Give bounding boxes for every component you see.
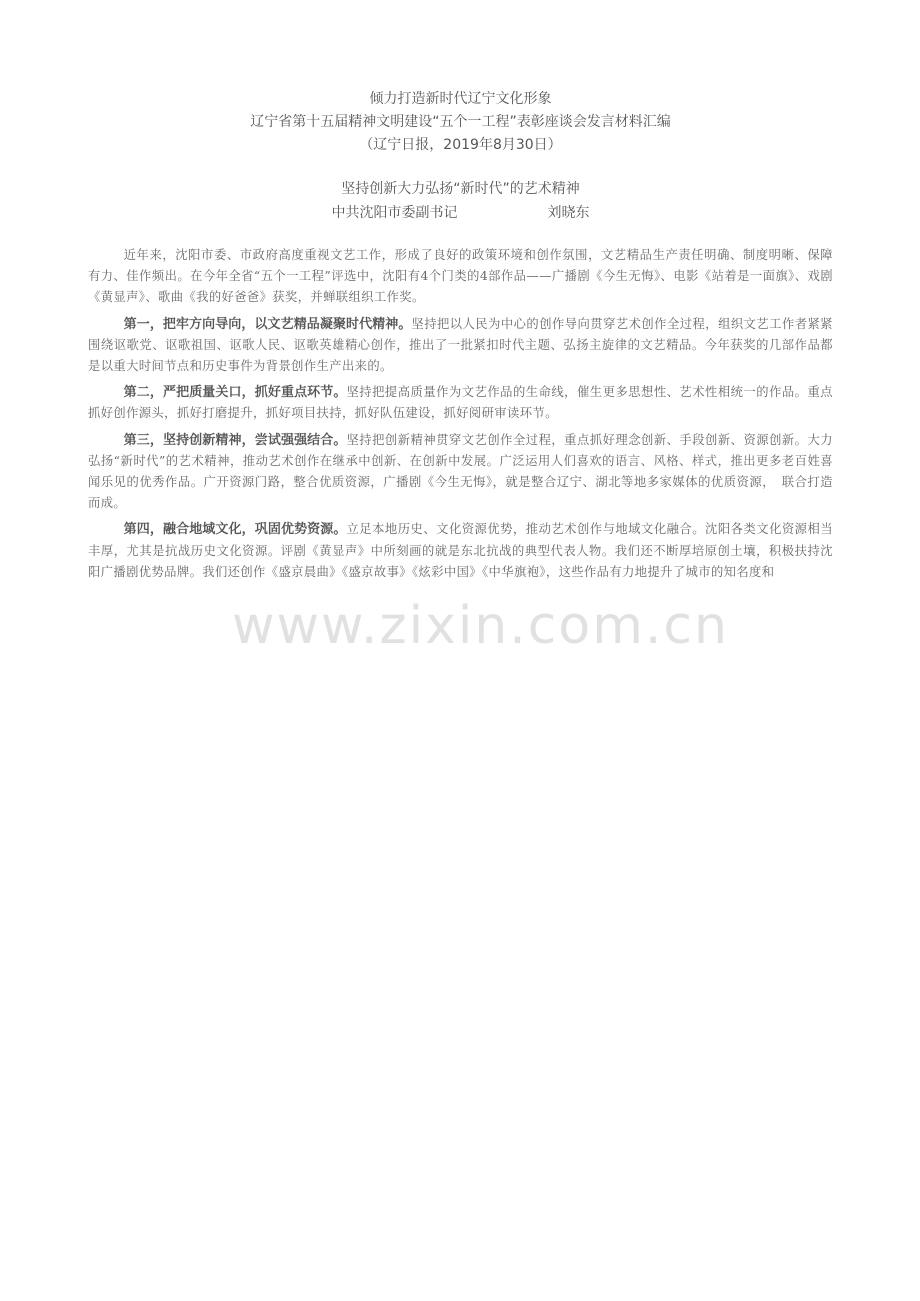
- paragraph-text: 近年来，沈阳市委、市政府高度重视文艺工作，形成了良好的政策环境和创作氛围，文艺精品生产责任明确、制度明晰、保障有力、佳作频出。在今年全省“五个一工程”评选中，沈阳有4个门类的4部作品——广播剧《今生无悔》、电影《站着是一面旗》、戏剧《黄显声》、歌曲《我的好爸爸》获奖，并蝉联组织工作奖。: [88, 248, 833, 305]
- article-body: [88, 245, 833, 583]
- paragraph-text: 坚持把创新精神贯穿文艺创作全过程，重点抓好理念创新、手段创新、资源创新。大力弘扬“新时代”的艺术精神，推动艺术创作在继承中创新、在创新中发展。广泛运用人们喜欢的语言、风格、样式，推出更多老百姓喜闻乐见的优秀作品。广开资源门路，整合优质资源，广播剧《今生无悔》，就是整合辽宁、湖北等地多家媒体的优质资源， 联合打造而成。: [88, 432, 833, 511]
- author-name: 刘晓东: [547, 205, 590, 221]
- author-role: 中共沈阳市委副书记: [331, 205, 458, 221]
- paragraph-lead: 第四，融合地域文化，巩固优势资源。: [123, 522, 347, 538]
- header-block: [88, 88, 833, 157]
- paragraph-lead: 第三，坚持创新精神，尝试强强结合。: [123, 432, 347, 448]
- author-line: [88, 201, 833, 225]
- paragraph-point-4: [88, 519, 833, 583]
- paragraph-text: 坚持把提高质量作为文艺作品的生命线，催生更多思想性、艺术性相统一的作品。重点抓好创作源头，抓好打磨提升，抓好项目扶持，抓好队伍建设，抓好阅研审读环节。: [88, 385, 833, 421]
- article-heading: [88, 177, 833, 225]
- header-subtitle: 辽宁省第十五届精神文明建设“五个一工程”表彰座谈会发言材料汇编: [250, 114, 671, 130]
- header-title: 倾力打造新时代辽宁文化形象: [369, 91, 552, 107]
- watermark: www.zixin.com.cn: [232, 596, 729, 656]
- paragraph-point-1: [88, 314, 833, 378]
- header-source: （辽宁日报，2019年8月30日）: [359, 137, 562, 153]
- paragraph-lead: 第一，把牢方向导向，以文艺精品凝聚时代精神。: [123, 316, 412, 332]
- paragraph-lead: 第二，严把质量关口，抓好重点环节。: [123, 385, 347, 401]
- paragraph-text: 立足本地历史、文化资源优势，推动艺术创作与地域文化融合。沈阳各类文化资源相当丰厚，尤其是抗战历史文化资源。评剧《黄显声》中所刻画的就是东北抗战的典型代表人物。我们还不断厚培原创土壤，积极扶持沈阳广播剧优势品牌。我们还创作《盛京晨曲》《盛京故事》《炫彩中国》《中华旗袍》，这些作品有力地提升了城市的知名度和: [88, 522, 833, 579]
- article-title: 坚持创新大力弘扬“新时代”的艺术精神: [341, 181, 580, 197]
- document-page: [88, 88, 833, 588]
- paragraph-text: 坚持把以人民为中心的创作导向贯穿艺术创作全过程，组织文艺工作者紧紧围绕讴歌党、讴歌祖国、讴歌人民、讴歌英雄精心创作，推出了一批紧扣时代主题、弘扬主旋律的文艺精品。今年获奖的几部作品都是以重大时间节点和历史事件为背景创作生产出来的。: [88, 316, 833, 374]
- paragraph-point-3: [88, 430, 833, 515]
- paragraph-intro: [88, 245, 833, 309]
- paragraph-point-2: [88, 382, 833, 424]
